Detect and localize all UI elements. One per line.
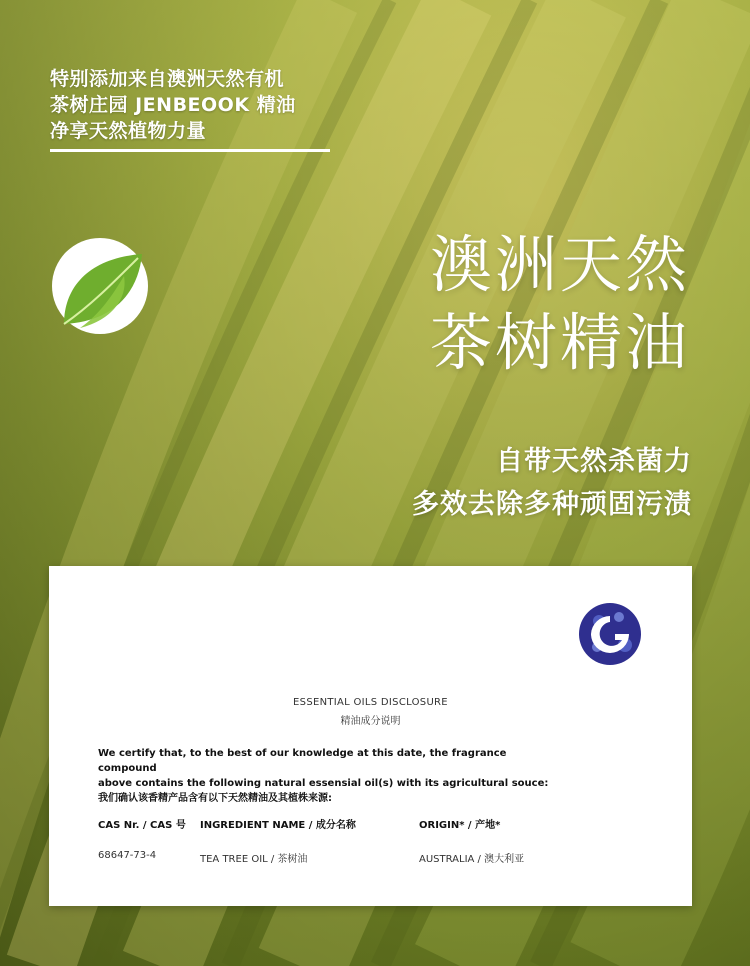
intro-divider <box>50 149 330 152</box>
disclosure-title: ESSENTIAL OILS DISCLOSURE <box>293 697 448 708</box>
intro-line-3: 净享天然植物力量 <box>50 120 207 142</box>
subheadline-line-2: 多效去除多种顽固污渍 <box>412 489 692 520</box>
headline-line-2: 茶树精油 <box>429 306 690 379</box>
certification-statement <box>98 746 568 806</box>
disclosure-card <box>49 566 692 906</box>
disclosure-subtitle: 精油成分说明 <box>340 716 401 727</box>
main-headline <box>430 226 690 382</box>
certify-line-1: We certify that, to the best of our knowledge at this date, the fragrance compound <box>98 748 507 774</box>
subheadline-line-1: 自带天然杀菌力 <box>496 446 692 477</box>
header-origin: ORIGIN* / 产地* <box>419 820 501 831</box>
certify-line-2: above contains the following natural essensial oil(s) with its agricultural souce: <box>98 778 549 789</box>
cell-origin: AUSTRALIA / 澳大利亚 <box>419 854 525 865</box>
intro-line-2: 茶树庄园 JENBEOOK 精油 <box>50 94 296 116</box>
tea-leaf-icon <box>50 236 154 340</box>
intro-text <box>50 66 340 144</box>
headline-line-1: 澳洲天然 <box>429 228 690 301</box>
company-logo-icon <box>577 601 643 667</box>
sub-headline <box>412 440 692 526</box>
certify-line-3: 我们确认该香精产品含有以下天然精油及其植株来源: <box>98 793 332 804</box>
intro-line-1: 特别添加来自澳洲天然有机 <box>50 68 285 90</box>
header-cas: CAS Nr. / CAS 号 <box>98 820 186 831</box>
header-ingredient: INGREDIENT NAME / 成分名称 <box>200 820 356 831</box>
cell-cas: 68647-73-4 <box>98 850 157 861</box>
cell-ingredient: TEA TREE OIL / 茶树油 <box>200 854 308 865</box>
